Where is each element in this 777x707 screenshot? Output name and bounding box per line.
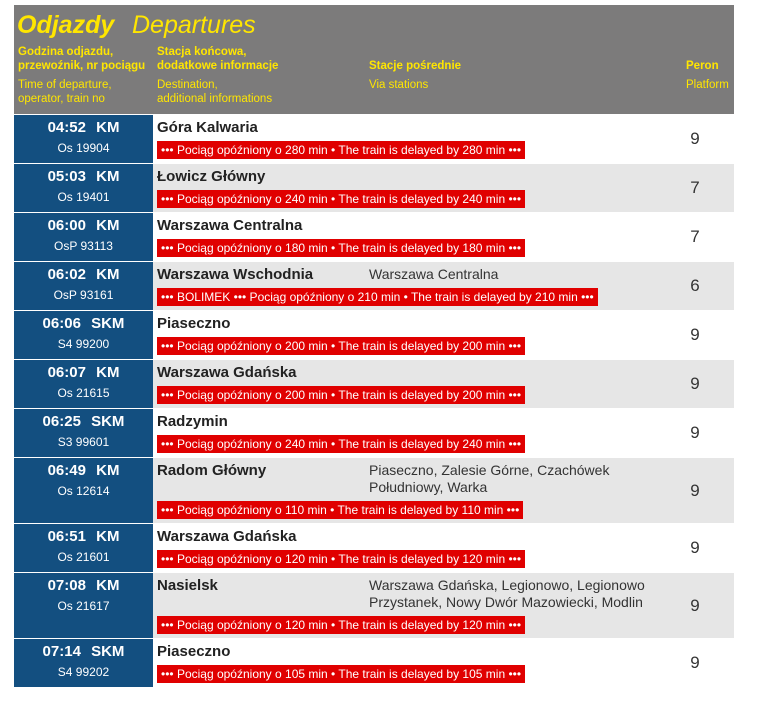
operator: KM <box>96 119 120 136</box>
column-time-english-line2: operator, train no <box>18 93 105 105</box>
destination-cell <box>153 639 656 687</box>
operator: SKM <box>91 643 125 660</box>
destination-cell <box>153 311 656 359</box>
column-via-english: Via stations <box>369 79 429 91</box>
operator: KM <box>96 364 120 381</box>
platform-number: 9 <box>656 639 734 687</box>
platform-number: 6 <box>656 262 734 310</box>
departure-row <box>14 457 734 523</box>
departure-row <box>14 638 734 687</box>
column-dest-english-line2: additional informations <box>157 93 273 105</box>
train-number: S3 99601 <box>57 435 110 449</box>
departure-row <box>14 261 734 310</box>
column-header-platform <box>686 59 729 91</box>
train-number: S4 99202 <box>57 665 110 679</box>
train-number: Os 19904 <box>57 141 110 155</box>
train-number: Os 19401 <box>57 190 110 204</box>
departure-time-operator <box>14 168 153 185</box>
departure-time: 07:08 <box>47 577 86 594</box>
departure-row <box>14 359 734 408</box>
column-platform-english: Platform <box>686 79 729 91</box>
departure-time-operator <box>14 217 153 234</box>
column-platform-polish: Peron <box>686 60 719 72</box>
column-header-time <box>18 45 154 105</box>
departure-time: 04:52 <box>47 119 86 136</box>
via-stations <box>369 413 375 430</box>
destination: Nasielsk <box>157 577 218 594</box>
platform-number: 9 <box>656 409 734 457</box>
departure-time-operator <box>14 119 153 136</box>
destination: Piaseczno <box>157 643 231 660</box>
departure-time: 07:14 <box>42 643 81 660</box>
via-stations: Warszawa Gdańska, Legionowo, Legionowo Przystanek, Nowy Dwór Mazowiecki, Modlin <box>369 577 645 610</box>
train-number: S4 99200 <box>57 337 110 351</box>
column-dest-english <box>157 78 272 106</box>
departure-time-operator <box>14 577 153 594</box>
departure-row <box>14 408 734 457</box>
departure-row <box>14 212 734 261</box>
column-via-polish: Stacje pośrednie <box>369 60 462 72</box>
board-header <box>14 5 734 114</box>
train-number: Os 21615 <box>57 386 110 400</box>
via-stations <box>369 643 375 660</box>
departure-time-cell <box>14 360 153 408</box>
platform-number: 9 <box>656 115 734 163</box>
platform-number: 9 <box>656 360 734 408</box>
destination-cell <box>153 115 656 163</box>
platform-number: 9 <box>656 524 734 572</box>
destination-cell <box>153 409 656 457</box>
delay-notice: ••• Pociąg opóźniony o 200 min • The train is delayed by 200 min ••• <box>157 337 525 355</box>
delay-notice: ••• Pociąg opóźniony o 200 min • The train is delayed by 200 min ••• <box>157 386 525 404</box>
departure-time: 06:51 <box>47 528 86 545</box>
via-stations: Piaseczno, Zalesie Górne, Czachówek Południowy, Warka <box>369 462 610 495</box>
departure-time: 06:00 <box>47 217 86 234</box>
destination-cell <box>153 573 656 638</box>
delay-notice: ••• Pociąg opóźniony o 240 min • The train is delayed by 240 min ••• <box>157 190 525 208</box>
via-stations <box>369 315 375 332</box>
operator: KM <box>96 217 120 234</box>
column-dest-polish-line2: dodatkowe informacje <box>157 60 279 72</box>
via-stations <box>369 168 375 185</box>
destination: Łowicz Główny <box>157 168 266 185</box>
platform-number: 7 <box>656 164 734 212</box>
destination-cell <box>153 524 656 572</box>
delay-notice: ••• Pociąg opóźniony o 105 min • The train is delayed by 105 min ••• <box>157 665 525 683</box>
departure-row <box>14 523 734 572</box>
title-polish: Odjazdy <box>17 11 115 39</box>
destination: Piaseczno <box>157 315 231 332</box>
via-stations <box>369 119 375 136</box>
operator: KM <box>96 462 120 479</box>
departure-time-cell <box>14 164 153 212</box>
via-stations: Warszawa Centralna <box>369 266 499 282</box>
destination-cell <box>153 164 656 212</box>
departure-time-operator <box>14 413 153 430</box>
destination: Warszawa Wschodnia <box>157 266 314 283</box>
operator: KM <box>96 266 120 283</box>
departure-row <box>14 114 734 163</box>
destination-cell <box>153 360 656 408</box>
destination-cell <box>153 458 656 523</box>
departure-time-operator <box>14 528 153 545</box>
via-stations <box>369 217 375 234</box>
platform-number: 9 <box>656 573 734 638</box>
departure-time: 06:49 <box>47 462 86 479</box>
train-number: Os 21617 <box>57 599 110 613</box>
operator: KM <box>96 528 120 545</box>
departure-row <box>14 310 734 359</box>
delay-notice: ••• Pociąg opóźniony o 280 min • The train is delayed by 280 min ••• <box>157 141 525 159</box>
departure-time-operator <box>14 266 153 283</box>
departure-time: 06:06 <box>42 315 81 332</box>
title-english: Departures <box>132 11 256 39</box>
column-time-english-line1: Time of departure, <box>18 79 112 91</box>
departure-time: 05:03 <box>47 168 86 185</box>
departure-time-cell <box>14 524 153 572</box>
delay-notice: ••• Pociąg opóźniony o 180 min • The train is delayed by 180 min ••• <box>157 239 525 257</box>
delay-notice: ••• BOLIMEK ••• Pociąg opóźniony o 210 min • The train is delayed by 210 min ••• <box>157 288 598 306</box>
platform-number: 9 <box>656 311 734 359</box>
destination: Warszawa Gdańska <box>157 364 297 381</box>
delay-notice: ••• Pociąg opóźniony o 110 min • The train is delayed by 110 min ••• <box>157 501 523 519</box>
operator: KM <box>96 168 120 185</box>
column-header-via <box>369 59 462 91</box>
via-stations <box>369 364 375 381</box>
train-number: Os 21601 <box>57 550 110 564</box>
departure-time-cell <box>14 115 153 163</box>
destination: Radzymin <box>157 413 228 430</box>
departure-time-operator <box>14 462 153 479</box>
operator: SKM <box>91 413 125 430</box>
departure-time: 06:02 <box>47 266 86 283</box>
departure-time-operator <box>14 315 153 332</box>
train-number: Os 12614 <box>57 484 110 498</box>
platform-number: 9 <box>656 458 734 523</box>
departure-time-cell <box>14 311 153 359</box>
departure-time-cell <box>14 262 153 310</box>
destination: Warszawa Centralna <box>157 217 303 234</box>
destination: Radom Główny <box>157 462 267 479</box>
departure-time-cell <box>14 409 153 457</box>
destination-cell <box>153 213 656 261</box>
departure-row <box>14 163 734 212</box>
departure-list <box>14 114 734 687</box>
column-time-english <box>18 78 112 106</box>
departure-time-cell <box>14 573 153 638</box>
departure-time-cell <box>14 639 153 687</box>
destination: Góra Kalwaria <box>157 119 258 136</box>
column-dest-polish-line1: Stacja końcowa, <box>157 46 247 58</box>
destination: Warszawa Gdańska <box>157 528 297 545</box>
train-number: OsP 93113 <box>54 239 113 253</box>
departure-time-operator <box>14 643 153 660</box>
operator: KM <box>96 577 120 594</box>
departure-time: 06:07 <box>47 364 86 381</box>
delay-notice: ••• Pociąg opóźniony o 240 min • The train is delayed by 240 min ••• <box>157 435 525 453</box>
delay-notice: ••• Pociąg opóźniony o 120 min • The train is delayed by 120 min ••• <box>157 616 525 634</box>
column-dest-english-line1: Destination, <box>157 79 218 91</box>
column-header-destination <box>157 45 279 105</box>
platform-number: 7 <box>656 213 734 261</box>
departure-time-cell <box>14 458 153 523</box>
departure-time-cell <box>14 213 153 261</box>
column-dest-polish <box>157 45 278 73</box>
train-number: OsP 93161 <box>53 288 114 302</box>
departure-board <box>14 5 734 687</box>
departure-row <box>14 572 734 638</box>
operator: SKM <box>91 315 125 332</box>
via-stations <box>369 528 375 545</box>
destination-cell <box>153 262 656 310</box>
delay-notice: ••• Pociąg opóźniony o 120 min • The train is delayed by 120 min ••• <box>157 550 525 568</box>
column-time-polish: Godzina odjazdu, przewoźnik, nr pociągu <box>18 46 146 72</box>
departure-time-operator <box>14 364 153 381</box>
departure-time: 06:25 <box>42 413 81 430</box>
